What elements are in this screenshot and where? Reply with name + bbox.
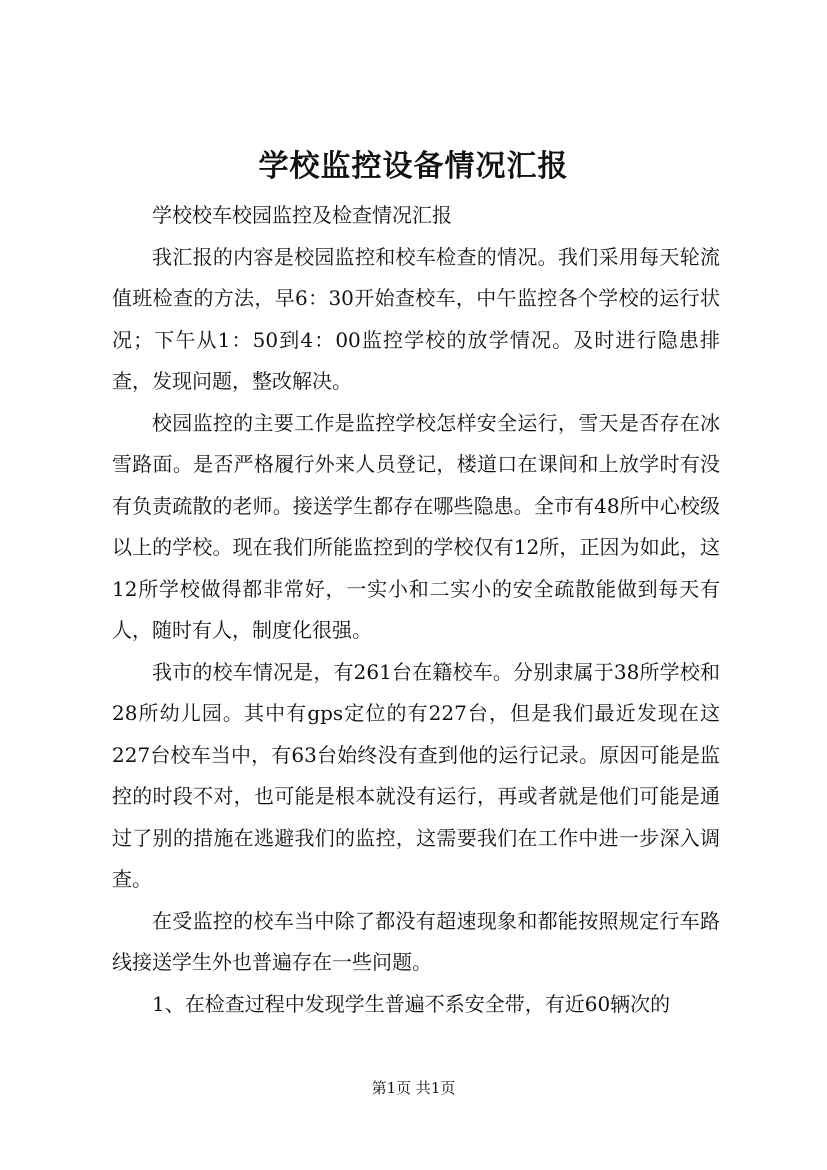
document-title: 学校监控设备情况汇报 [258,149,569,184]
paragraph-issue-1: 1、在检查过程中发现学生普遍不系安全带，有近60辆次的 [152,991,671,1016]
paragraph-intro: 我汇报的内容是校园监控和校车检查的情况。我们采用每天轮流值班检查的方法，早6：30开始查校车，中午监控各个学校的运行状况；下午从1：50到4：00监控学校的放学情况。及时进行隐患排查，发现问题，整改解决。 [112,244,720,393]
paragraph-subtitle: 学校校车校园监控及检查情况汇报 [152,203,452,227]
paragraph-issues-intro: 在受监控的校车当中除了都没有超速现象和都能按照规定行车路线接送学生外也普遍存在一些问题。 [112,908,720,974]
paragraph-school-bus-status: 我市的校车情况是，有261台在籍校车。分别隶属于38所学校和28所幼儿园。其中有gps定位的有227台，但是我们最近发现在这227台校车当中，有63台始终没有查到他的运行记录。原因可能是监控的时段不对，也可能是根本就没有运行，再或者就是他们可能是通过了别的措施在逃避我们的监控，这需要我们在工作中进一步深入调查。 [112,659,720,891]
document-body [112,195,720,1025]
paragraph-campus-monitoring: 校园监控的主要工作是监控学校怎样安全运行，雪天是否存在冰雪路面。是否严格履行外来人员登记，楼道口在课间和上放学时有没有负责疏散的老师。接送学生都存在哪些隐患。全市有48所中心校级以上的学校。现在我们所能监控到的学校仅有12所，正因为如此，这12所学校做得都非常好，一实小和二实小的安全疏散能做到每天有人，随时有人，制度化很强。 [112,410,720,642]
page-number: 第1页 共1页 [371,1079,456,1097]
page-footer [0,1077,827,1099]
